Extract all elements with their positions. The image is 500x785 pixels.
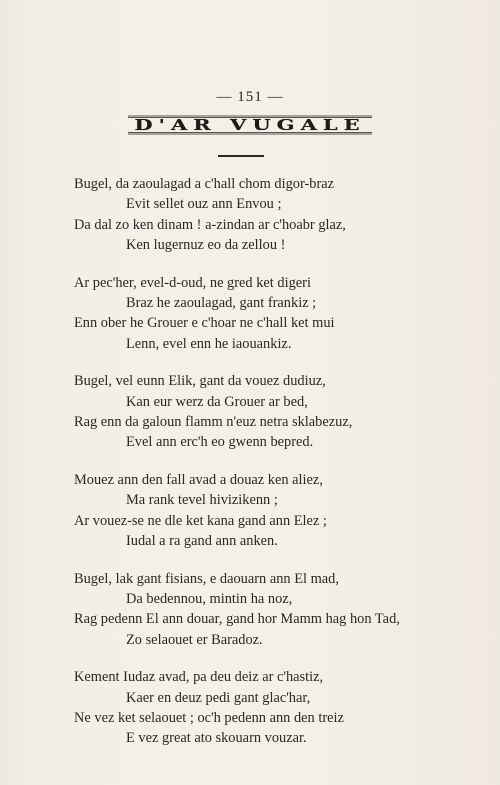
verse-line: Bugel, lak gant fisians, e daouarn ann El mad, bbox=[74, 570, 339, 587]
verse-line: Kaer en deuz pedi gant glac'har, bbox=[126, 689, 311, 706]
poem-title bbox=[0, 116, 500, 135]
stanza bbox=[74, 667, 454, 748]
verse-line: Lenn, evel enn he iaouankiz. bbox=[126, 335, 292, 352]
verse-line: Rag pedenn El ann douar, gand hor Mamm hag hon Tad, bbox=[74, 611, 400, 628]
verse-line: Evit sellet ouz ann Envou ; bbox=[126, 196, 282, 213]
verse-line: Bugel, da zaoulagad a c'hall chom digor-braz bbox=[74, 176, 335, 192]
verse-line: Da dal zo ken dinam ! a-zindan ar c'hoabr glaz, bbox=[74, 216, 346, 233]
stanza bbox=[74, 569, 454, 650]
stanza bbox=[74, 371, 454, 452]
verse-line: Evel ann erc'h eo gwenn bepred. bbox=[126, 434, 314, 451]
verse-line: Zo selaouet er Baradoz. bbox=[126, 631, 263, 648]
page-number: — 151 — bbox=[216, 89, 284, 105]
verse-line: Bugel, vel eunn Elik, gant da vouez dudiuz, bbox=[74, 373, 326, 390]
verse-line: E vez great ato skouarn vouzar. bbox=[126, 730, 307, 747]
stanza bbox=[74, 470, 454, 551]
stanza bbox=[74, 174, 454, 255]
verse-line: Ar vouez-se ne dle ket kana gand ann Elez ; bbox=[74, 512, 327, 529]
verse-line: Braz he zaoulagad, gant frankiz ; bbox=[126, 294, 317, 311]
verse-line: Kement Iudaz avad, pa deu deiz ar c'hastiz, bbox=[74, 669, 324, 686]
verse-line: Ken lugernuz eo da zellou ! bbox=[126, 236, 286, 253]
verse-line: Ma rank tevel hivizikenn ; bbox=[126, 492, 278, 509]
verse-line: Mouez ann den fall avad a douaz ken aliez, bbox=[74, 472, 323, 489]
verse-line: Ne vez ket selaouet ; oc'h pedenn ann den treiz bbox=[74, 710, 344, 727]
verse-line: Ar pec'her, evel-d-oud, ne gred ket digeri bbox=[74, 274, 311, 291]
verse-line: Iudal a ra gand ann anken. bbox=[126, 532, 278, 549]
verse-line: Rag enn da galoun flamm n'euz netra sklabezuz, bbox=[74, 413, 353, 430]
verse-line: Enn ober he Grouer e c'hoar ne c'hall ket mui bbox=[74, 315, 335, 332]
verse-line: Da bedennou, mintin ha noz, bbox=[126, 591, 293, 608]
verse-line: Kan eur werz da Grouer ar bed, bbox=[126, 393, 308, 410]
poem-title-text: D'AR VUGALE bbox=[128, 116, 371, 135]
stanza bbox=[74, 273, 454, 354]
poem-body bbox=[74, 174, 454, 766]
title-divider bbox=[218, 155, 264, 157]
